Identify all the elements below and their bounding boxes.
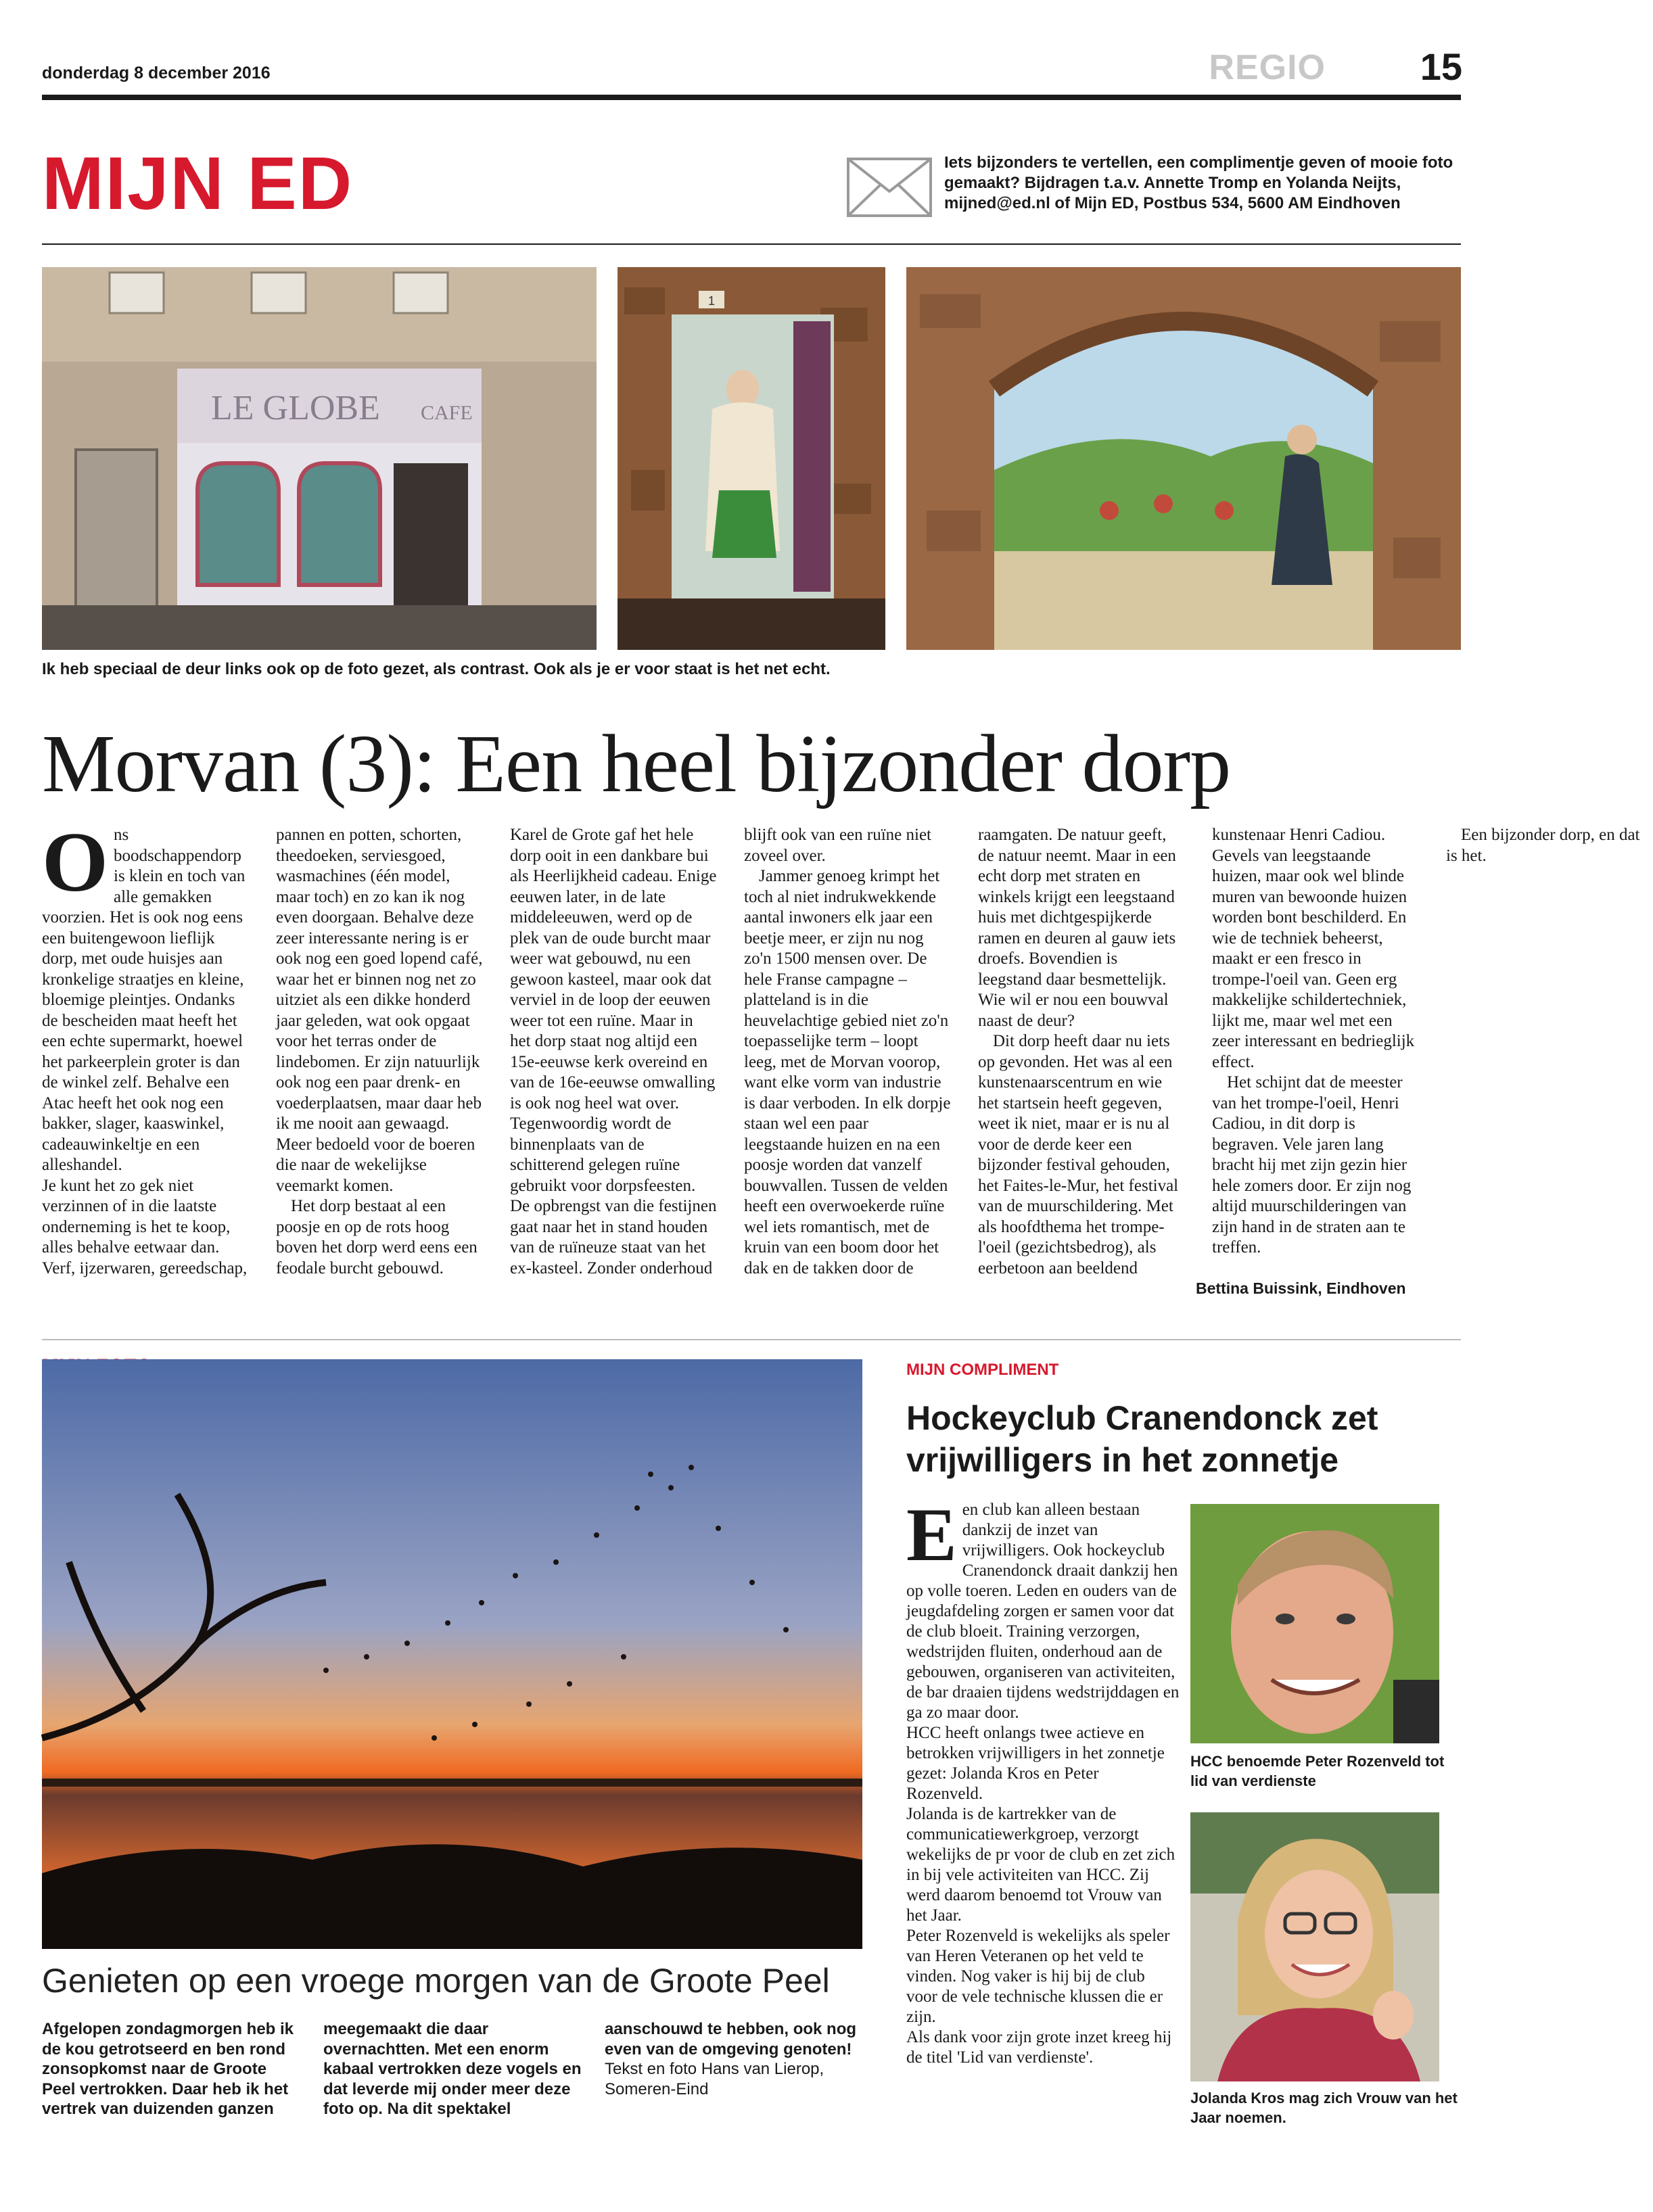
contact-info: Iets bijzonders te vertellen, een complimentje geven of mooie foto gemaakt? Bijdragen t.a.v. Annette Tromp en Yolanda Neijts, mijned@ed.nl of Mijn ED, Postbus 534, 5600 AM Eindhoven bbox=[944, 154, 1453, 212]
article-byline: Bettina Buissink, Eindhoven bbox=[1196, 1279, 1406, 1297]
compliment-paragraph: HCC heeft onlangs twee actieve en betrokken vrijwilligers in het zonnetje gezet: Jolanda Kros en Peter Rozenveld. bbox=[906, 1724, 1165, 1803]
article-paragraph: Tegenwoordig wordt de binnenplaats van de schitterend gelegen ruïne gebruikt voor dorpsfeesten. De opbrengst van die festijnen gaat naar het in stand houden van de ruïneuze staat van het ex-kasteel. Zonder onderhoud blijft ook van een ruïne niet zoveel over. bbox=[510, 826, 932, 1277]
masthead-rule bbox=[42, 243, 1461, 245]
photo-jolanda-kros bbox=[1190, 1812, 1439, 2081]
envelope-icon bbox=[847, 158, 932, 217]
article-paragraph: Ons boodschappendorp is klein en toch van alle gemakken voorzien. Het is ook nog eens een buitengewoon lieflijk dorp, met oude huisjes aan kronkelige straatjes en kleine, bloemige pleintjes. Ondanks de bescheiden maat heeft het een echte supermarkt, hoewel het parkeerplein groter is dan de winkel zelf. Behalve een Atac heeft het ook nog een bakker, slager, kaaswinkel, cadeauwinkeltje en een alleshandel. bbox=[42, 816, 246, 1174]
shop-sign-right: CAFE bbox=[421, 402, 473, 424]
article-paragraph: Je kunt het zo gek niet verzinnen of in die laatste onderneming is het te koop, alles behalve eetwaar dan. Verf, ijzerwaren, gereedschap, pannen en potten, schorten, theedoeken, serviesgoed, wasmachines (één model, maar toch) en zo kan ik nog even doorgaan. Behalve deze zeer interessante nering is er ook nog een goed lopend café, waar het er binnen nog net zo uitziet als een dikke honderd jaar geleden, wat ook opgaat voor het terras onder de lindebomen. Er zijn natuurlijk ook nog een paar drenk- en voederplaatsen, maar daar heb ik me nooit aan gewaagd. Meer bedoeld voor de boeren die naar de wekelijkse veemarkt komen. bbox=[42, 826, 483, 1277]
article-paragraph: Het dorp bestaat al een poosje en op de rots hoog boven het dorp werd eens een feodale burcht gebouwd. Karel de Grote gaf het hele dorp ooit in een dankbare bui als Heerlijkheid cadeau. Enige eeuwen later, in de late middeleeuwen, werd op de plek van de oude burcht maar weer wat gebouwd, nu een gewoon kasteel, maar ook dat verviel in de loop der eeuwen weer tot een ruïne. Maar in het dorp staat nog altijd een 15e-eeuwse kerk overeind en van de 16e-eeuwse omwalling is ook nog heel wat over. bbox=[276, 826, 717, 1277]
door-number: 1 bbox=[708, 294, 716, 308]
compliment-paragraph: Een club kan alleen bestaan dankzij de inzet van vrijwilligers. Ook hockeyclub Cranendonck draait dankzij hen op volle toeren. Leden en ouders van de jeugdafdeling zorgen er samen voor dat de club bloeit. Training verzorgen, wedstrijden fluiten, onderhoud aan de gebouwen, organiseren van activiteiten, de bar draaien tijdens wedstrijddagen en ga zo maar door. bbox=[906, 1493, 1180, 1722]
photo-sunrise-geese bbox=[42, 1359, 862, 1949]
header-rule bbox=[42, 95, 1461, 100]
page-number: 15 bbox=[1420, 45, 1462, 88]
photo-arch-mural bbox=[906, 267, 1461, 650]
article-headline: Morvan (3): Een heel bijzonder dorp bbox=[42, 718, 1231, 809]
compliment-paragraph: Jolanda is de kartrekker van de communicatiewerkgroep, verzorgt wekelijks de pr voor de club en zet zich in bij vele activiteiten van HCC. Zij werd daarom benoemd tot Vrouw van het Jaar. bbox=[906, 1805, 1175, 1925]
mijn-foto-text bbox=[42, 2019, 866, 2134]
compliment-paragraph: Peter Rozenveld is wekelijks als speler van Heren Veteranen op het veld te vinden. Nog vaker is hij bij de club voor de vele technische klussen die er zijn. bbox=[906, 1927, 1170, 2026]
photo-painted-door bbox=[618, 267, 885, 650]
compliment-dropcap: E bbox=[906, 1493, 957, 1577]
photo-caption-peter: HCC benoemde Peter Rozenveld tot lid van verdienste bbox=[1190, 1753, 1445, 1789]
section-label: REGIO bbox=[1209, 48, 1326, 87]
compliment-headline: Hockeyclub Cranendonck zet vrijwilligers in het zonnetje bbox=[906, 1399, 1378, 1479]
shop-sign-left: LE GLOBE bbox=[211, 389, 380, 427]
compliment-body bbox=[906, 1493, 1180, 2068]
photo-cafe-facade bbox=[42, 267, 597, 650]
mijn-foto-body: Afgelopen zondagmorgen heb ik de kou getrotseerd en ben rond zonsopkomst naar de Groote Peel vertrokken. Daar heb ik het vertrek van duizenden ganzen meegemaakt die daar overnachtten. Met een enorm kabaal vertrokken deze vogels en dat leverde mij onder meer deze foto op. Na dit spektakel aanschouwd te hebben, ook nog even van de omgeving genoten! bbox=[42, 2020, 857, 2118]
article-paragraph: Dit dorp heeft daar nu iets op gevonden. Het was al een kunstenaarscentrum en wie het startsein heeft gegeven, weet ik niet, maar er is nu al voor de derde keer een bijzonder festival gehouden, het Faites-le-Mur, het festival van de muurschildering. Met als hoofdthema het trompe-l'oeil (gezichtsbedrog), als eerbetoon aan beeldend kunstenaar Henri Cadiou. Gevels van leegstaande huizen, maar ook wel blinde muren van bewoonde huizen worden bont beschilderd. En wie de techniek beheerst, maakt er een fresco in trompe-l'oeil van. Geen erg makkelijke schildertechniek, lijkt me, maar wel met een zeer interessant en bedrieglijk effect. bbox=[978, 826, 1415, 1277]
compliment-paragraph: Als dank voor zijn grote inzet kreeg hij de titel 'Lid van verdienste'. bbox=[906, 2028, 1172, 2067]
mijn-compliment-kicker: MIJN COMPLIMENT bbox=[906, 1361, 1059, 1379]
photos-caption: Ik heb speciaal de deur links ook op de foto gezet, als contrast. Ook als je er voor staat is het net echt. bbox=[42, 660, 831, 678]
section-divider bbox=[42, 1339, 1461, 1340]
issue-date: donderdag 8 december 2016 bbox=[42, 64, 271, 83]
photo-peter-rozenveld bbox=[1190, 1504, 1439, 1743]
article-paragraph: Jammer genoeg krimpt het toch al niet indrukwekkende aantal inwoners elk jaar een beetje meer, er zijn nu nog zo'n 1500 mensen over. De hele Franse campagne – platteland is in die heuvelachtige gebied niet zo'n toepasselijke term – loopt leeg, met de Morvan voorop, want elke vorm van industrie is daar verboden. In elk dorpje staan wel een paar leegstaande huizen en na een poosje worden dat vanzelf bouwvallen. Tussen de velden heeft een overwoekerde ruïne wel iets romantisch, met de kruin van een boom door het dak en de takken door de raamgaten. De natuur geeft, de natuur neemt. Maar in een echt dorp met straten en winkels krijgt een leegstaand huis met dichtgespijkerde ramen en deuren al gauw iets droefs. Bovendien is leegstand daar besmettelijk. Wie wil er nou een bouwval naast de deur? bbox=[744, 826, 1176, 1277]
article-dropcap: O bbox=[42, 816, 109, 910]
masthead-title: MIJN ED bbox=[42, 142, 354, 225]
article-paragraph: Het schijnt dat de meester van het trompe-l'oeil, Henri Cadiou, in dit dorp is begraven. Vele jaren lang bracht hij met zijn gezin hier hele zomers door. Er zijn nog altijd muurschilderingen van zijn hand in de straten aan te treffen. bbox=[1212, 1073, 1412, 1256]
article-paragraph: Een bijzonder dorp, en dat is het. bbox=[1446, 826, 1640, 865]
mijn-foto-caption: Genieten op een vroege morgen van de Groote Peel bbox=[42, 1962, 830, 2000]
mijn-foto-credit: Tekst en foto Hans van Lierop, Someren-Eind bbox=[605, 2060, 824, 2098]
photo-caption-jolanda: Jolanda Kros mag zich Vrouw van het Jaar noemen. bbox=[1190, 2090, 1458, 2126]
